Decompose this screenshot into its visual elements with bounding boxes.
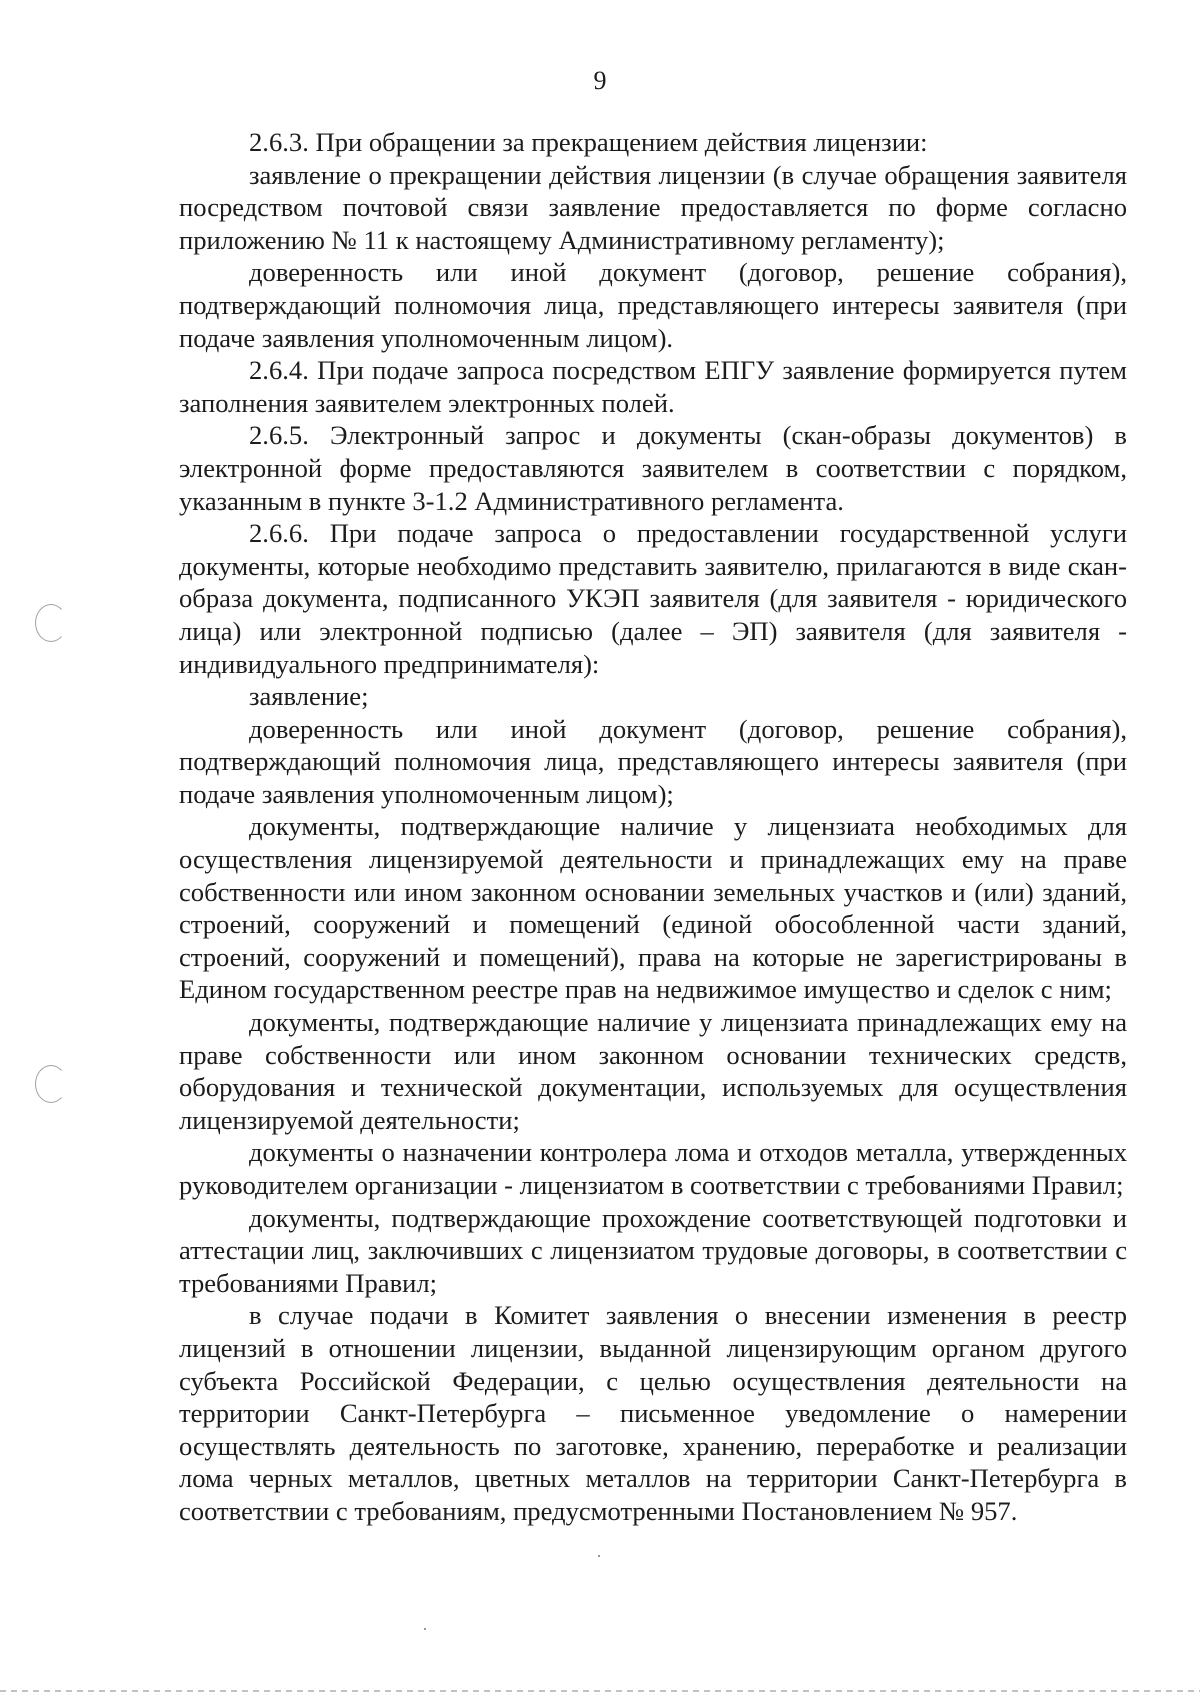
paragraph-training-certification: документы, подтверждающие прохождение соответствующей подготовки и аттестации лиц, заключивших с лицензиатом трудовые договоры, в соответствии с требованиями Правил; [179,1202,1127,1298]
paragraph-2-6-4: 2.6.4. При подаче запроса посредством ЕПГУ заявление формируется путем заполнения заявителем электронных полей. [179,355,1127,418]
paragraph-application: заявление; [249,681,369,712]
paragraph-power-of-attorney: доверенность или иной документ (договор, решение собрания), подтверждающий полномочия лица, представляющего интересы заявителя (при подаче заявления уполномоченным лицом). [179,257,1127,353]
scan-edge-line [0,1690,1200,1692]
paragraph-2-6-6: 2.6.6. При подаче запроса о предоставлении государственной услуги документы, которые необходимо представить заявителю, прилагаются в виде скан-образа документа, подписанного УКЭП заявителя (для заявителя - юридического лица) или электронной подписью (далее – ЭП) заявителя (для заявителя - индивидуального предпринимателя): [179,518,1127,679]
scan-speck [598,1555,600,1557]
page-number: 9 [593,66,607,95]
paragraph-termination-application: заявление о прекращении действия лицензии (в случае обращения заявителя посредством почтовой связи заявление предоставляется по форме согласно приложению № 11 к настоящему Административному регламенту); [179,159,1127,255]
punch-hole-mark [35,604,67,642]
paragraph-2-6-5: 2.6.5. Электронный запрос и документы (скан-образы документов) в электронной форме предоставляются заявителем в соответствии с порядком, указанным в пункте 3-1.2 Административного регламента. [179,420,1127,516]
paragraph-controller-appointment: документы о назначении контролера лома и отходов металла, утвержденных руководителем организации - лицензиатом в соответствии с требованиями Правил; [179,1137,1127,1200]
document-body [179,126,1127,1528]
paragraph-technical-means-documents: документы, подтверждающие наличие у лицензиата принадлежащих ему на праве собственности или ином законном основании технических средств, оборудования и технической документации, используемых для осуществления лицензируемой деятельности; [179,1007,1127,1135]
punch-hole-mark [35,1065,67,1103]
paragraph-power-of-attorney-2: доверенность или иной документ (договор, решение собрания), подтверждающий полномочия лица, представляющего интересы заявителя (при подаче заявления уполномоченным лицом); [179,713,1127,809]
scan-speck [424,1628,426,1630]
paragraph-2-6-3-heading: 2.6.3. При обращении за прекращением действия лицензии: [249,127,928,157]
paragraph-land-buildings-documents: документы, подтверждающие наличие у лицензиата необходимых для осуществления лицензируемой деятельности и принадлежащих ему на праве собственности или ином законном основании земельных участков и (или) зданий, строений, сооружений и помещений (единой обособленной части зданий, строений, сооружений и помещений), права на которые не зарегистрированы в Едином государственном реестре прав на недвижимое имущество и сделок с ним; [179,811,1127,1005]
paragraph-registry-change-notice: в случае подачи в Комитет заявления о внесении изменения в реестр лицензий в отношении лицензии, выданной лицензирующим органом другого субъекта Российской Федерации, с целью осуществления деятельности на территории Санкт-Петербурга – письменное уведомление о намерении осуществлять деятельность по заготовке, хранению, переработке и реализации лома черных металлов, цветных металлов на территории Санкт-Петербурга в соответствии с требованиям, предусмотренными Постановлением № 957. [179,1300,1127,1526]
